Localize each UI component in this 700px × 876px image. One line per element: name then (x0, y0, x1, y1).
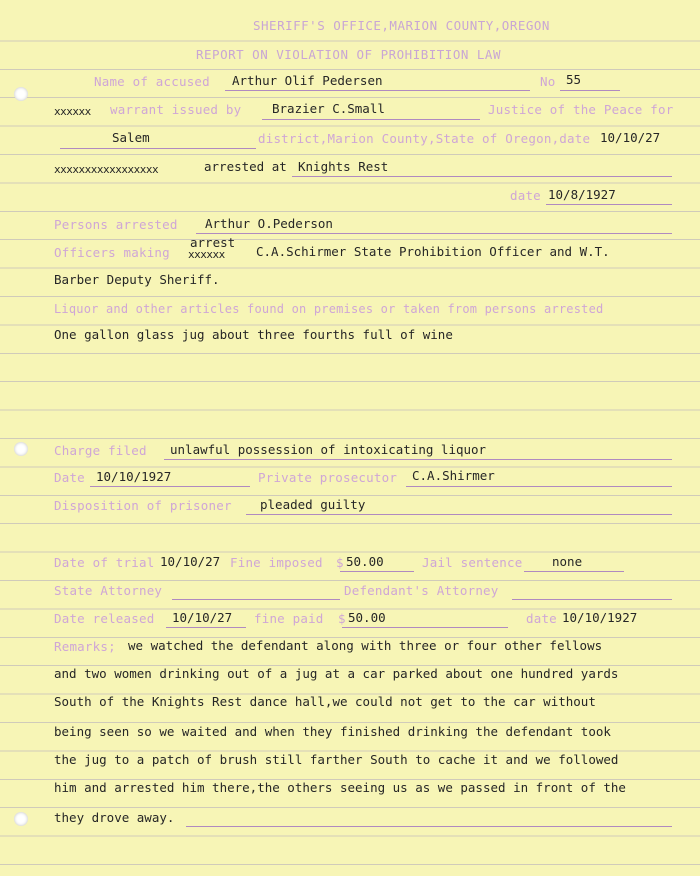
rule (172, 599, 340, 600)
rule (90, 486, 250, 487)
remarks-line-6: him and arrested him there,the others seeing us as we passed in front of the (54, 780, 626, 795)
fine-paid-dollar-sign: $ (338, 611, 346, 626)
fine-dollar-sign: $ (336, 555, 344, 570)
arrest-date: 10/8/1927 (548, 187, 616, 202)
remarks-line-3: South of the Knights Rest dance hall,we could not get to the car without (54, 694, 596, 709)
report-number: 55 (566, 72, 582, 87)
warrant-issued-by: Brazier C.Small (272, 101, 385, 116)
date-of-trial-label: Date of trial (54, 555, 155, 570)
warrant-strikeout: xxxxxx (54, 105, 91, 118)
disposition-label: Disposition of prisoner (54, 498, 232, 513)
persons-arrested-label: Persons arrested (54, 217, 178, 232)
officers-making-label: Officers making (54, 245, 170, 260)
rule (60, 148, 256, 149)
charge-filed-label: Charge filed (54, 443, 147, 458)
date-released-label: Date released (54, 611, 155, 626)
charge-date: 10/10/1927 (96, 469, 172, 484)
rule (166, 627, 246, 628)
rule (340, 571, 414, 572)
jail-sentence-label: Jail sentence (422, 555, 523, 570)
state-attorney-label: State Attorney (54, 583, 163, 598)
number-label: No (540, 74, 556, 89)
persons-arrested: Arthur O.Pederson (205, 216, 333, 231)
rule (186, 826, 672, 827)
remarks-line-7: they drove away. (54, 810, 175, 825)
liquor-label: Liquor and other articles found on premises or taken from persons arrested (54, 302, 604, 316)
rule (164, 459, 672, 460)
officers-line-2: Barber Deputy Sheriff. (54, 272, 220, 287)
disposition: pleaded guilty (260, 497, 366, 512)
arrest-location: Knights Rest (298, 159, 389, 174)
justice-label: Justice of the Peace for (488, 102, 674, 117)
warrant-date: 10/10/27 (600, 130, 661, 145)
remarks-line-2: and two women drinking out of a jug at a car parked about one hundred yards (54, 666, 619, 681)
charge-filed: unlawful possession of intoxicating liquor (170, 442, 487, 457)
rule (560, 90, 620, 91)
punch-hole-top (14, 87, 28, 101)
fine-imposed: 50.00 (346, 554, 384, 569)
rule (512, 599, 672, 600)
fine-imposed-label: Fine imposed (230, 555, 323, 570)
office-heading: SHERIFF'S OFFICE,MARION COUNTY,OREGON (253, 18, 550, 33)
district-label: district,Marion County,State of Oregon,date (258, 131, 591, 146)
officers-line-1: C.A.Schirmer State Prohibition Officer and W.T. (256, 244, 610, 259)
name-of-accused-label: Name of accused (94, 74, 210, 89)
rule (225, 90, 530, 91)
rule (292, 176, 672, 177)
punch-hole-middle (14, 442, 28, 456)
officers-strikeout: xxxxxx (188, 248, 225, 261)
arrest-date-label: date (510, 188, 541, 203)
arrest-strikeout: xxxxxxxxxxxxxxxxx (54, 163, 159, 176)
fine-paid-label: fine paid (254, 611, 324, 626)
rule (342, 627, 508, 628)
district-name: Salem (112, 130, 150, 145)
rule (262, 119, 480, 120)
rule (246, 514, 672, 515)
remarks-label: Remarks; (54, 639, 116, 654)
liquor-description: One gallon glass jug about three fourths full of wine (54, 327, 453, 342)
warrant-issued-label: warrant issued by (110, 102, 242, 117)
arrested-at-label: arrested at (204, 159, 287, 174)
remarks-line-1: we watched the defendant along with three or four other fellows (128, 638, 603, 653)
report-title: REPORT ON VIOLATION OF PROHIBITION LAW (196, 47, 501, 62)
rule (524, 571, 624, 572)
punch-hole-bottom (14, 812, 28, 826)
remarks-line-4: being seen so we waited and when they finished drinking the defendant took (54, 724, 611, 739)
released-date: 10/10/1927 (562, 610, 638, 625)
accused-name: Arthur Olif Pedersen (232, 73, 383, 88)
private-prosecutor: C.A.Shirmer (412, 468, 495, 483)
prosecutor-label: Private prosecutor (258, 470, 398, 485)
jail-sentence: none (552, 554, 583, 569)
charge-date-label: Date (54, 470, 85, 485)
released-date-label: date (526, 611, 557, 626)
trial-date: 10/10/27 (160, 554, 221, 569)
defendants-attorney-label: Defendant's Attorney (344, 583, 499, 598)
rule (546, 204, 672, 205)
fine-paid: 50.00 (348, 610, 386, 625)
rule (196, 233, 672, 234)
remarks-line-5: the jug to a patch of brush still farther South to cache it and we followed (54, 752, 619, 767)
date-released: 10/10/27 (172, 610, 233, 625)
officers-arrest-word: arrest (190, 235, 236, 250)
rule (406, 486, 672, 487)
